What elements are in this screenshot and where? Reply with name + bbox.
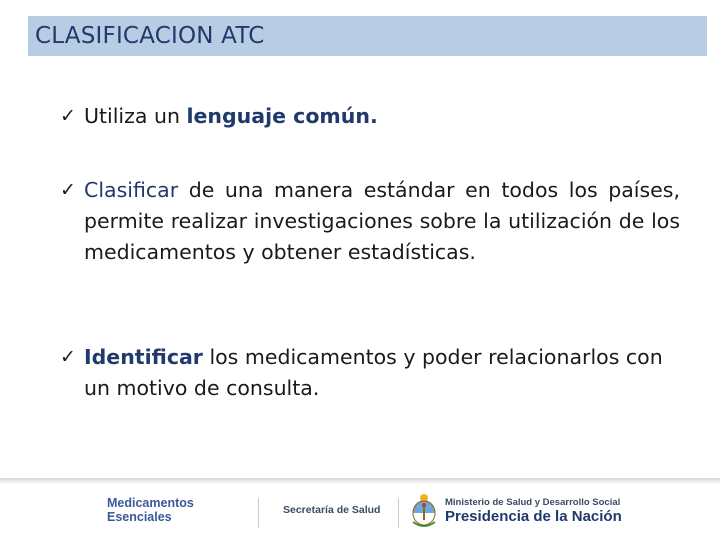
- bullet-2-rest: de una manera estándar en todos los países, permite realizar investigaciones sobre la utilización de los medicamentos y obtener estadísticas.: [84, 178, 680, 264]
- check-icon: ✓: [60, 105, 76, 127]
- title-bar: [28, 16, 707, 56]
- bullet-2-text: [84, 175, 680, 268]
- bullet-1: [60, 101, 680, 132]
- presidencia-label: Presidencia de la Nación: [445, 508, 622, 525]
- secretaria-de-salud-logo: Secretaría de Salud: [283, 504, 381, 516]
- bullet-3: [60, 342, 680, 404]
- medicamentos-esenciales-logo: [107, 496, 194, 524]
- bullet-2-highlight: Clasificar: [84, 178, 179, 202]
- footer-logos: [0, 484, 720, 540]
- slide-title: CLASIFICACION ATC: [35, 23, 265, 49]
- check-icon: ✓: [60, 179, 76, 201]
- medicamentos-line1: Medicamentos: [107, 496, 194, 510]
- check-icon: ✓: [60, 346, 76, 368]
- medicamentos-line2: Esenciales: [107, 510, 172, 524]
- bullet-2: [60, 175, 680, 268]
- bullet-1-prefix: Utiliza un: [84, 104, 187, 128]
- bullet-3-highlight: Identificar: [84, 345, 203, 369]
- bullet-3-text: [84, 342, 680, 404]
- bullet-3-rest: los medicamentos y poder relacionarlos con un motivo de consulta.: [84, 345, 663, 400]
- bullet-1-text: [84, 101, 680, 132]
- argentina-coat-of-arms-icon: [411, 492, 437, 530]
- footer-separator: [258, 498, 259, 528]
- bullet-1-highlight: lenguaje común.: [186, 104, 378, 128]
- footer-separator: [398, 498, 399, 528]
- ministerio-label: Ministerio de Salud y Desarrollo Social: [445, 497, 621, 508]
